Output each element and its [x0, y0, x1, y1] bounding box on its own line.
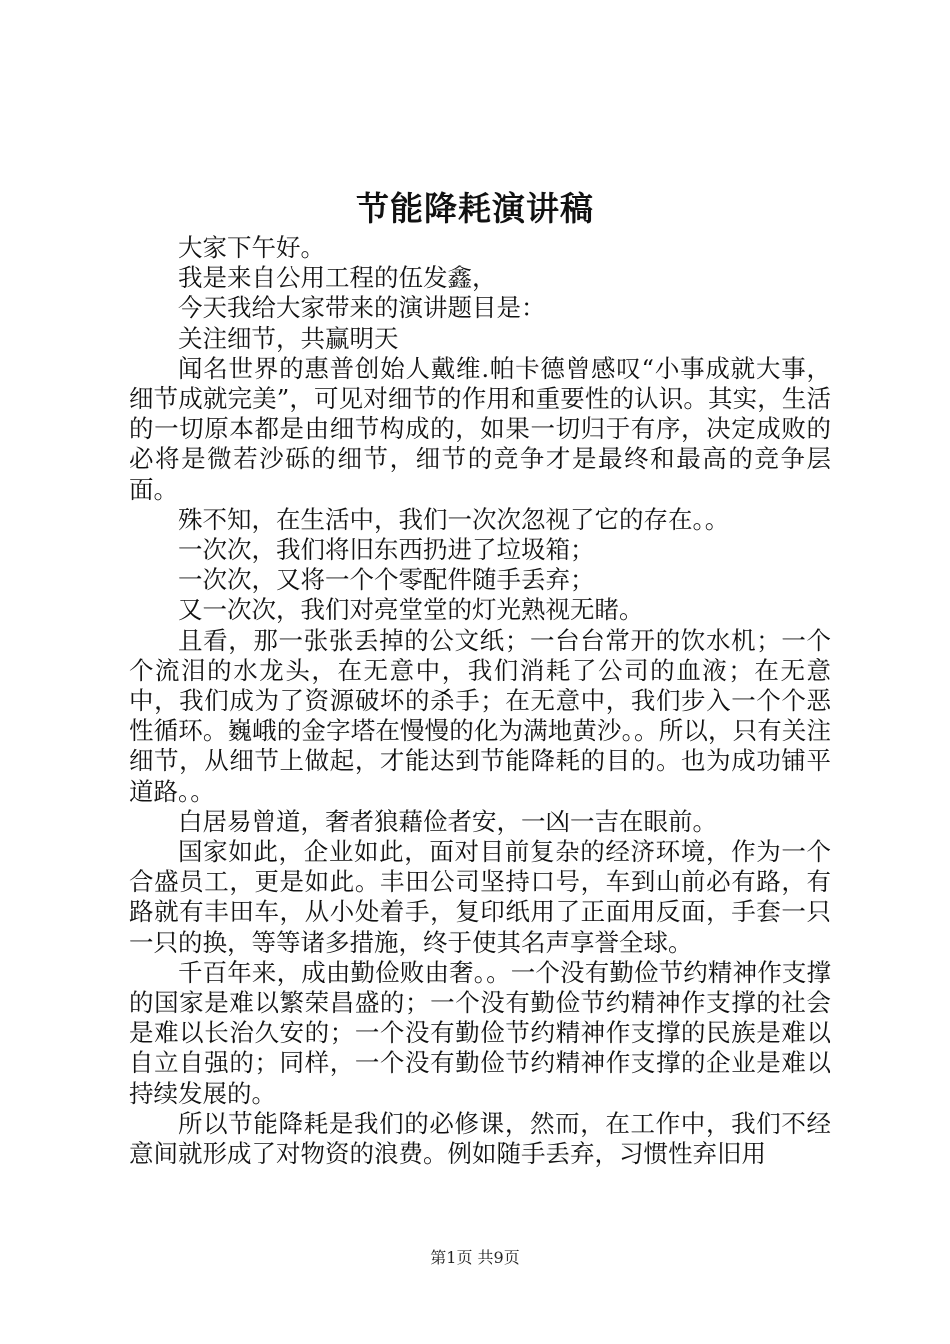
paragraph: 千百年来，成由勤俭败由奢。。一个没有勤俭节约精神作支撑的国家是难以繁荣昌盛的；一个没有勤俭节约精神作支撑的社会是难以长治久安的；一个没有勤俭节约精神作支撑的民族是难以自立自强的；同样，一个没有勤俭节约精神作支撑的企业是难以持续发展的。: [129, 957, 831, 1108]
paragraph: 且看，那一张张丢掉的公文纸；一台台常开的饮水机；一个个流泪的水龙头，在无意中，我们消耗了公司的血液；在无意中，我们成为了资源破坏的杀手；在无意中，我们步入一个个恶性循环。巍峨的金字塔在慢慢的化为满地黄沙。。所以，只有关注细节，从细节上做起，才能达到节能降耗的目的。也为成功铺平道路。。: [129, 625, 831, 806]
document-title: 节能降耗演讲稿: [356, 189, 594, 228]
page-footer: 第1页 共9页: [430, 1248, 520, 1267]
paragraph: 白居易曾道，奢者狼藉俭者安，一凶一吉在眼前。: [178, 806, 717, 836]
paragraph: 关注细节，共赢明天: [178, 323, 399, 353]
paragraph: 一次次，我们将旧东西扔进了垃圾箱；: [178, 535, 595, 565]
paragraph: 大家下午好。: [178, 233, 325, 262]
paragraph: 殊不知，在生活中，我们一次次忽视了它的存在。。: [178, 504, 730, 534]
paragraph: 今天我给大家带来的演讲题目是：: [178, 293, 546, 323]
paragraph: 我是来自公用工程的伍发鑫，: [178, 263, 497, 293]
paragraph: 又一次次，我们对亮堂堂的灯光熟视无睹。: [178, 595, 644, 625]
paragraph: 闻名世界的惠普创始人戴维.帕卡德曾感叹“小事成就大事，细节成就完美”，可见对细节的作用和重要性的认识。其实，生活的一切原本都是由细节构成的，如果一切归于有序，决定成败的必将是微若沙砾的细节，细节的竞争才是最终和最高的竞争层面。: [129, 353, 831, 504]
paragraph: 国家如此，企业如此，面对目前复杂的经济环境，作为一个合盛员工，更是如此。丰田公司坚持口号，车到山前必有路，有路就有丰田车，从小处着手，复印纸用了正面用反面，手套一只一只的换，等等诸多措施，终于使其名声享誉全球。: [129, 837, 831, 957]
paragraph: 所以节能降耗是我们的必修课，然而，在工作中，我们不经意间就形成了对物资的浪费。例如随手丢弃，习惯性弃旧用: [129, 1108, 831, 1169]
paragraph: 一次次，又将一个个零配件随手丢弃；: [178, 565, 595, 595]
document-body: [129, 233, 831, 1169]
